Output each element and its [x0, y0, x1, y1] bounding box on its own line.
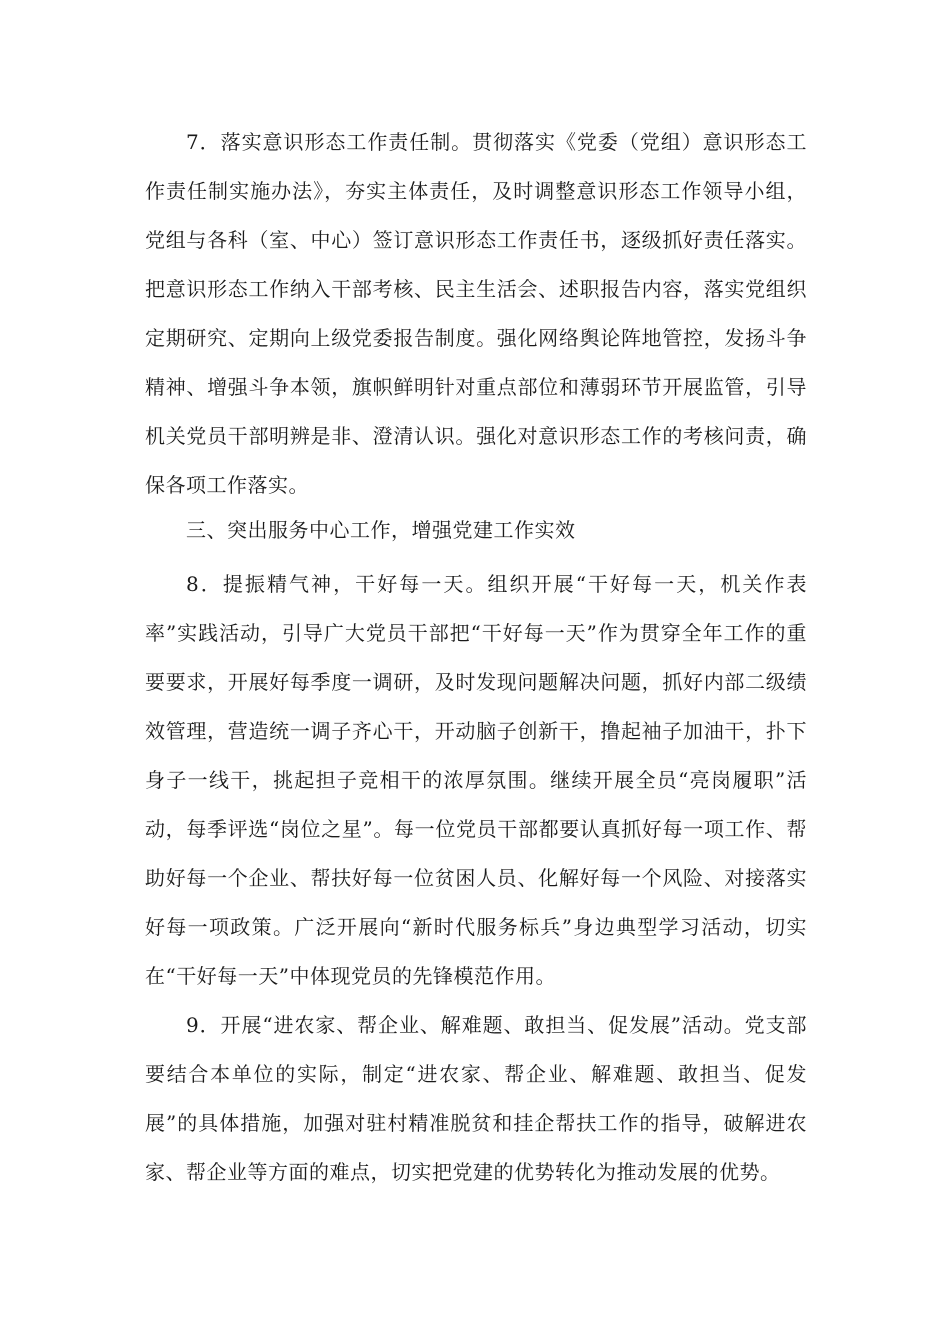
paragraph-item-9: 9．开展“进农家、帮企业、解难题、敢担当、促发展”活动。党支部要结合本单位的实际，制定“进农家、帮企业、解难题、敢担当、促发展”的具体措施，加强对驻村精准脱贫和挂企帮扶工作的指导，破解进农家、帮企业等方面的难点，切实把党建的优势转化为推动发展的优势。	[145, 1013, 807, 1184]
paragraph-item-7: 7．落实意识形态工作责任制。贯彻落实《党委（党组）意识形态工作责任制实施办法》，夯实主体责任，及时调整意识形态工作领导小组，党组与各科（室、中心）签订意识形态工作责任书，逐级抓好责任落实。把意识形态工作纳入干部考核、民主生活会、述职报告内容，落实党组织定期研究、定期向上级党委报告制度。强化网络舆论阵地管控，发扬斗争精神、增强斗争本领，旗帜鲜明针对重点部位和薄弱环节开展监管，引导机关党员干部明辨是非、澄清认识。强化对意识形态工作的考核问责，确保各项工作落实。	[145, 130, 807, 497]
document-body	[145, 118, 807, 1197]
paragraph-item-8: 8．提振精气神，干好每一天。组织开展“干好每一天，机关作表率”实践活动，引导广大党员干部把“干好每一天”作为贯穿全年工作的重要要求，开展好每季度一调研，及时发现问题解决问题，抓好内部二级绩效管理，营造统一调子齐心干，开动脑子创新干，撸起袖子加油干，扑下身子一线干，挑起担子竞相干的浓厚氛围。继续开展全员“亮岗履职”活动，每季评选“岗位之星”。每一位党员干部都要认真抓好每一项工作、帮助好每一个企业、帮扶好每一位贫困人员、化解好每一个风险、对接落实好每一项政策。广泛开展向“新时代服务标兵”身边典型学习活动，切实在“干好每一天”中体现党员的先锋模范作用。	[145, 572, 807, 988]
section-heading-3: 三、突出服务中心工作，增强党建工作实效	[186, 518, 576, 542]
